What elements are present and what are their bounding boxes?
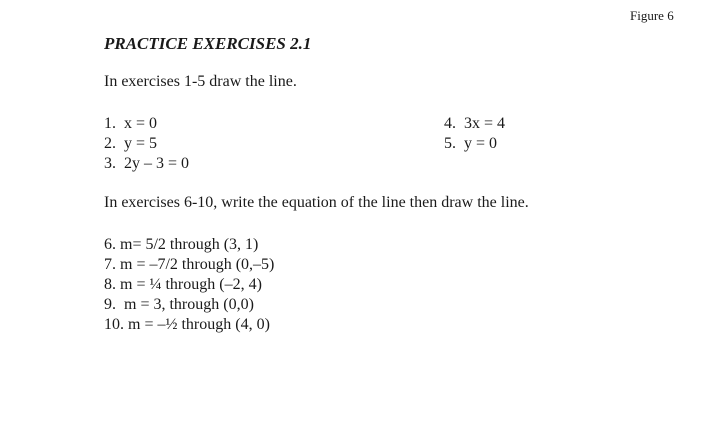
exercise-item-5: 5. y = 0 xyxy=(444,135,498,152)
exercise-item-7: 7. m = –7/2 through (0,–5) xyxy=(104,256,275,273)
exercise-instruction-6-10: In exercises 6-10, write the equation of the line then draw the line. xyxy=(104,194,529,211)
exercise-list-bottom xyxy=(104,235,274,335)
exercise-item-1: 1. x = 0 xyxy=(104,115,158,132)
page-title: PRACTICE EXERCISES 2.1 xyxy=(104,34,312,53)
exercise-list-right xyxy=(444,114,505,154)
figure-label: Figure 6 xyxy=(630,8,674,23)
exercise-item-2: 2. y = 5 xyxy=(104,135,158,152)
exercise-instruction-1-5: In exercises 1-5 draw the line. xyxy=(104,73,297,90)
exercise-item-10: 10. m = –½ through (4, 0) xyxy=(104,316,270,333)
exercise-item-8: 8. m = ¼ through (–2, 4) xyxy=(104,276,262,293)
exercise-item-6: 6. m= 5/2 through (3, 1) xyxy=(104,236,259,253)
exercise-item-4: 4. 3x = 4 xyxy=(444,115,506,132)
exercise-item-9: 9. m = 3, through (0,0) xyxy=(104,296,254,313)
exercise-item-3: 3. 2y – 3 = 0 xyxy=(104,155,190,172)
exercise-list-left xyxy=(104,114,189,174)
